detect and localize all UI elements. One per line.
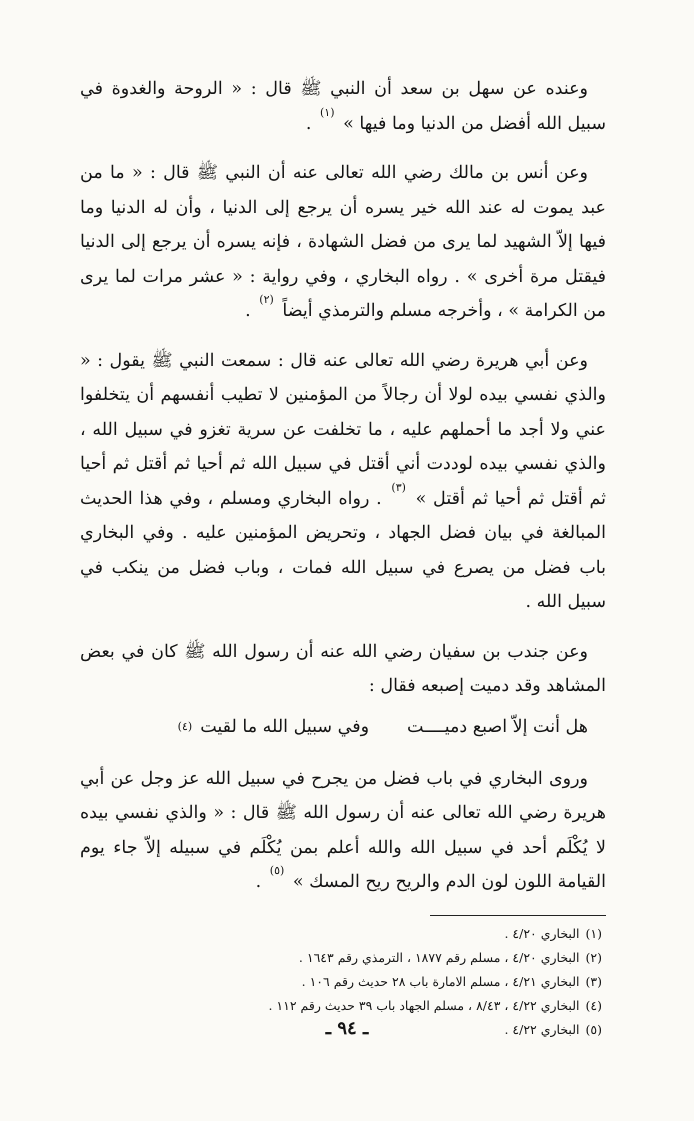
verse-first-hemistich: هل أنت إلاّ اصبع دميــــت [407,716,588,737]
paragraph-end: . [255,872,267,892]
footnote-4: (٤)البخاري ٤/٢٢ ، ٨/٤٣ ، مسلم الجهاد باب ٣٩ حديث رقم ١١٢ . [268,997,602,1013]
paragraph-text: وعن أنس بن مالك رضي الله تعالى عنه أن النبي ﷺ قال : « ما من عبد يموت له عند الله خير يسره أن يرجع إلى الدنيا ، وأن له الدنيا وما فيها إلاّ الشهيد لما يرى من فضل الشهادة ، فإنه يسره أن يرجع إلى الدنيا فيقتل مرة أخرى » . رواه البخاري ، وفي رواية : « عشر مرات لما يرى من الكرامة » ، وأخرجه مسلم والترمذي أيضاً [80,163,606,321]
paragraph-text: وعنده عن سهل بن سعد أن النبي ﷺ قال : « الروحة والغدوة في سبيل الله أفضل من الدنيا وما فيها » [80,79,606,134]
paragraph-text: وعن أبي هريرة رضي الله تعالى عنه قال : سمعت النبي ﷺ يقول : « والذي نفسي بيده لولا أن رجالاً من المؤمنين لا تطيب أنفسهم أن يتخلفوا عني ولا أجد ما أحملهم عليه ، ما تخلفت عن سرية تغزو في سبيل الله ، والذي نفسي بيده لوددت أني أقتل في سبيل الله ثم أحيا ثم أقتل ثم أحيا ثم أقتل ثم أحيا ثم أقتل » [80,350,606,509]
paragraph-end: . رواه البخاري ومسلم ، وفي هذا الحديث المبالغة في بيان فضل الجهاد ، وتحريض المؤمنين عليه . وفي البخاري باب فضل من يصرع في سبيل الله فمات ، وباب فضل من ينكب في سبيل الله . [80,488,606,612]
paragraph-3 [80,344,606,620]
footnote-5: (٥)البخاري ٤/٢٢ . [504,1021,602,1037]
footnote-3: (٣)البخاري ٤/٢١ ، مسلم الامارة باب ٢٨ حديث رقم ١٠٦ . [301,973,602,989]
main-text [80,72,606,900]
footnote-ref-4[interactable]: (٤) [177,719,193,733]
paragraph-end: . [245,301,257,321]
paragraph-5 [80,762,606,900]
footnote-ref-5[interactable]: (٥) [269,864,285,877]
verse-second-hemistich: وفي سبيل الله ما لقيت$^{(٤)}$ [177,716,370,737]
paragraph-text: وروى البخاري في باب فضل من يجرح في سبيل الله عز وجل عن أبي هريرة رضي الله تعالى عنه أن رسول الله ﷺ قال : « والذي نفسي بيده لا يُكْلَم أحد في سبيل الله والله أعلم بمن يُكْلَم في سبيله إلاّ جاء يوم القيامة اللون لون الدم والريح ريح المسك » [80,768,606,892]
paragraph-2 [80,156,606,329]
footnote-ref-1[interactable]: (١) [319,105,335,119]
poetry-verse [80,710,606,744]
paragraph-end: . [305,113,317,134]
paragraph-4 [80,635,606,704]
footnote-separator [430,915,606,916]
footnote-2: (٢)البخاري ٤/٢٠ ، مسلم رقم ١٨٧٧ ، الترمذي رقم ١٦٤٣ . [298,949,602,965]
footnote-1: (١)البخاري ٤/٢٠ . [504,925,602,941]
paragraph-text: وعن جندب بن سفيان رضي الله عنه أن رسول الله ﷺ كان في بعض المشاهد وقد دميت إصبعه فقال : [80,641,606,696]
footnote-ref-2[interactable]: (٢) [259,293,274,306]
page-number: ـ ٩٤ ـ [325,1018,369,1039]
footnote-ref-3[interactable]: (٣) [391,480,406,494]
paragraph-1 [80,72,606,141]
